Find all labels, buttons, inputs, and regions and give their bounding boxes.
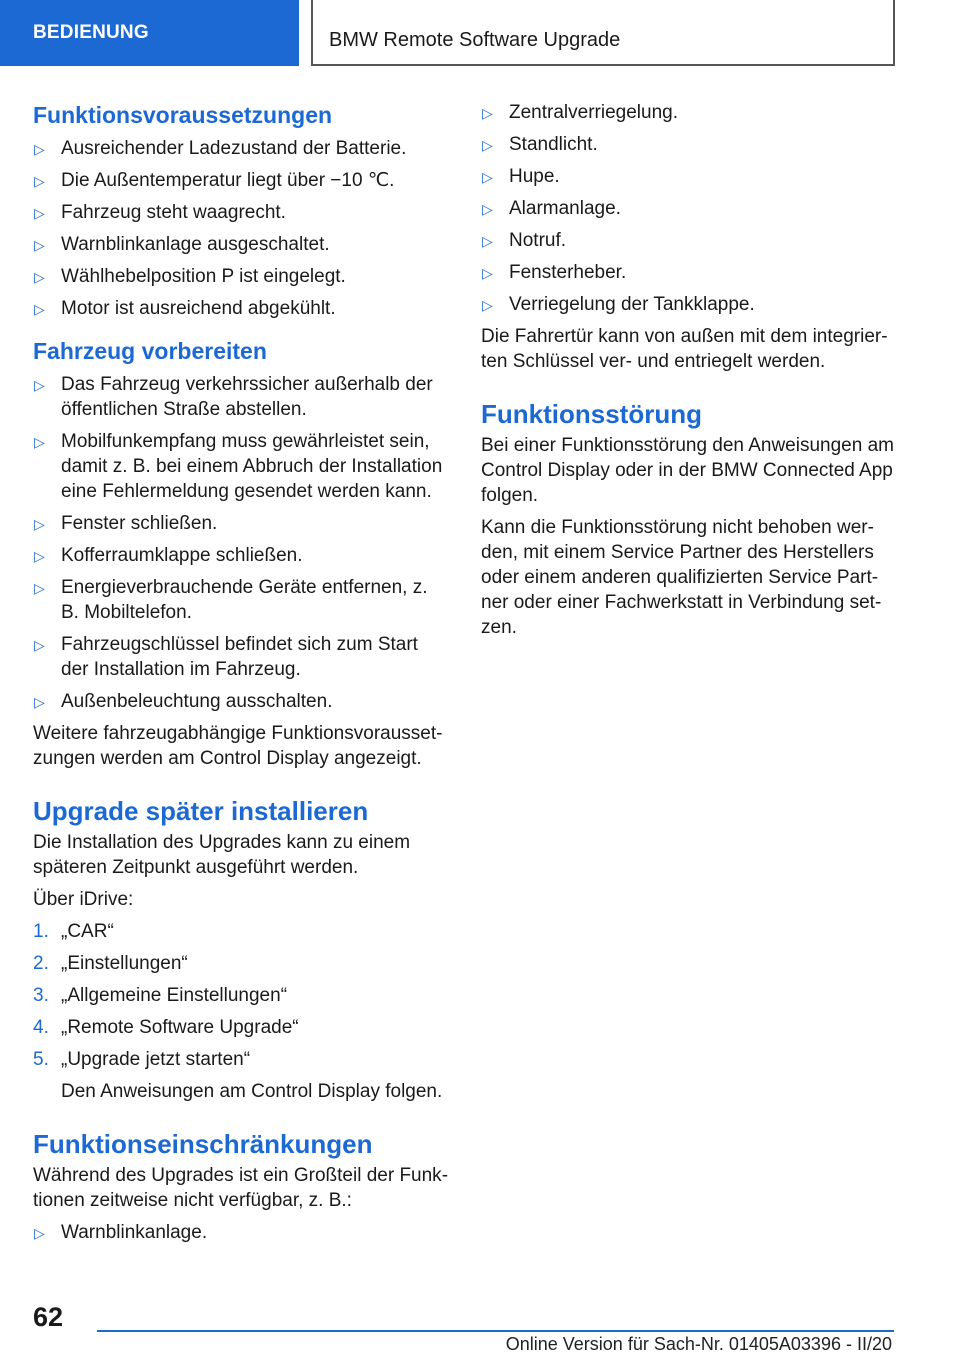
triangle-right-icon: ▷ bbox=[482, 297, 493, 313]
list-item: ▷ Außenbeleuchtung ausschalten. bbox=[33, 689, 448, 714]
triangle-right-icon: ▷ bbox=[34, 637, 45, 653]
triangle-right-icon: ▷ bbox=[34, 173, 45, 189]
paragraph: Bei einer Funktionsstörung den Anweisungen am Control Display oder in der BMW Connected App folgen. bbox=[481, 435, 894, 506]
triangle-right-icon: ▷ bbox=[34, 694, 45, 710]
list-item: ▷ Das Fahrzeug verkehrssicher außerhalb der öffentlichen Straße abstellen. bbox=[34, 374, 433, 420]
heading-funktionsvoraussetzungen: Funktionsvoraussetzungen bbox=[33, 102, 333, 128]
list-item: ▷ Fenster schließen. bbox=[33, 511, 448, 536]
step-result: Den Anweisungen am Control Display folgen. bbox=[61, 1081, 443, 1102]
triangle-right-icon: ▷ bbox=[34, 269, 45, 285]
list-item: ▷ Fahrzeugschlüssel befindet sich zum Start der Installation im Fahrzeug. bbox=[34, 634, 418, 680]
list-item: ▷ Fahrzeug steht waagrecht. bbox=[33, 200, 448, 225]
list-item: ▷ Standlicht. bbox=[481, 132, 896, 157]
paragraph: Kann die Funktionsstörung nicht behoben werden, mit einem Service Partner des Herstellers oder einem anderen qualifizierten Service Partner oder einer Fachwerkstatt in Verbindung setzen. bbox=[481, 517, 882, 638]
page-number: 62 bbox=[33, 1302, 64, 1332]
triangle-right-icon: ▷ bbox=[34, 1225, 45, 1241]
triangle-right-icon: ▷ bbox=[34, 141, 45, 157]
paragraph: Die Installation des Upgrades kann zu einem späteren Zeitpunkt ausgeführt werden. bbox=[33, 832, 411, 878]
triangle-right-icon: ▷ bbox=[482, 137, 493, 153]
list-item: ▷ Notruf. bbox=[481, 228, 896, 253]
step-item: 5. „Upgrade jetzt starten“ bbox=[33, 1049, 251, 1070]
footer-text: Online Version für Sach-Nr. 01405A03396 - II/20 bbox=[505, 1334, 892, 1354]
list-item: ▷ Kofferraumklappe schließen. bbox=[33, 543, 448, 568]
list-item: ▷ Die Außentemperatur liegt über −10 ℃. bbox=[33, 168, 448, 193]
preparation-list bbox=[33, 372, 448, 714]
list-item: ▷ Warnblinkanlage ausgeschaltet. bbox=[33, 232, 448, 257]
heading-funktionsstoerung: Funktionsstörung bbox=[481, 399, 702, 429]
heading-funktionseinschraenkungen: Funktionseinschränkungen bbox=[33, 1129, 373, 1159]
paragraph: Die Fahrertür kann von außen mit dem integrierten Schlüssel ver- und entriegelt werden. bbox=[481, 326, 888, 372]
list-item: ▷ Fensterheber. bbox=[481, 260, 896, 285]
triangle-right-icon: ▷ bbox=[482, 233, 493, 249]
heading-fahrzeug-vorbereiten: Fahrzeug vorbereiten bbox=[33, 338, 267, 364]
page-header bbox=[0, 0, 960, 66]
triangle-right-icon: ▷ bbox=[34, 548, 45, 564]
triangle-right-icon: ▷ bbox=[34, 580, 45, 596]
step-item: 3. „Allgemeine Einstellungen“ bbox=[33, 985, 288, 1006]
chapter-title: BMW Remote Software Upgrade bbox=[311, 0, 895, 66]
list-item: ▷ Verriegelung der Tankklappe. bbox=[481, 292, 896, 317]
step-item: 2. „Einstellungen“ bbox=[33, 953, 188, 974]
paragraph: Während des Upgrades ist ein Großteil der Funktionen zeitweise nicht verfügbar, z. B.: bbox=[33, 1165, 449, 1211]
list-item: ▷ Wählhebelposition P ist eingelegt. bbox=[33, 264, 448, 289]
list-item: ▷ Mobilfunkempfang muss gewährleistet sein, damit z. B. bei einem Abbruch der Installation eine Fehlermeldung gesendet werden kann. bbox=[34, 431, 443, 502]
list-item: ▷ Zentralverriegelung. bbox=[481, 100, 896, 125]
restrictions-list bbox=[33, 1220, 448, 1245]
triangle-right-icon: ▷ bbox=[482, 201, 493, 217]
section-tab: BEDIENUNG bbox=[0, 0, 299, 66]
triangle-right-icon: ▷ bbox=[482, 169, 493, 185]
right-column bbox=[481, 100, 896, 647]
triangle-right-icon: ▷ bbox=[34, 205, 45, 221]
requirements-list bbox=[33, 136, 448, 321]
step-item: 4. „Remote Software Upgrade“ bbox=[33, 1017, 299, 1038]
idrive-steps bbox=[33, 919, 448, 1072]
list-item: ▷ Energieverbrauchende Geräte entfernen, z. B. Mobiltelefon. bbox=[34, 577, 428, 623]
triangle-right-icon: ▷ bbox=[34, 516, 45, 532]
triangle-right-icon: ▷ bbox=[482, 105, 493, 121]
triangle-right-icon: ▷ bbox=[482, 265, 493, 281]
footer-divider bbox=[97, 1330, 894, 1332]
preparation-note: Weitere fahrzeugabhängige Funktionsvoraussetzungen werden am Control Display angezeigt. bbox=[33, 723, 443, 769]
restrictions-list-continued bbox=[481, 100, 896, 317]
list-item: ▷ Hupe. bbox=[481, 164, 896, 189]
triangle-right-icon: ▷ bbox=[34, 237, 45, 253]
step-item: 1. „CAR“ bbox=[33, 921, 114, 942]
list-item: ▷ Alarmanlage. bbox=[481, 196, 896, 221]
left-column bbox=[33, 100, 448, 1252]
list-item: ▷ Warnblinkanlage. bbox=[33, 1220, 448, 1245]
triangle-right-icon: ▷ bbox=[34, 434, 45, 450]
heading-upgrade-spaeter: Upgrade später installieren bbox=[33, 796, 369, 826]
triangle-right-icon: ▷ bbox=[34, 301, 45, 317]
paragraph: Über iDrive: bbox=[33, 889, 134, 910]
list-item: ▷ Motor ist ausreichend abgekühlt. bbox=[33, 296, 448, 321]
triangle-right-icon: ▷ bbox=[34, 377, 45, 393]
list-item: ▷ Ausreichender Ladezustand der Batterie. bbox=[33, 136, 448, 161]
